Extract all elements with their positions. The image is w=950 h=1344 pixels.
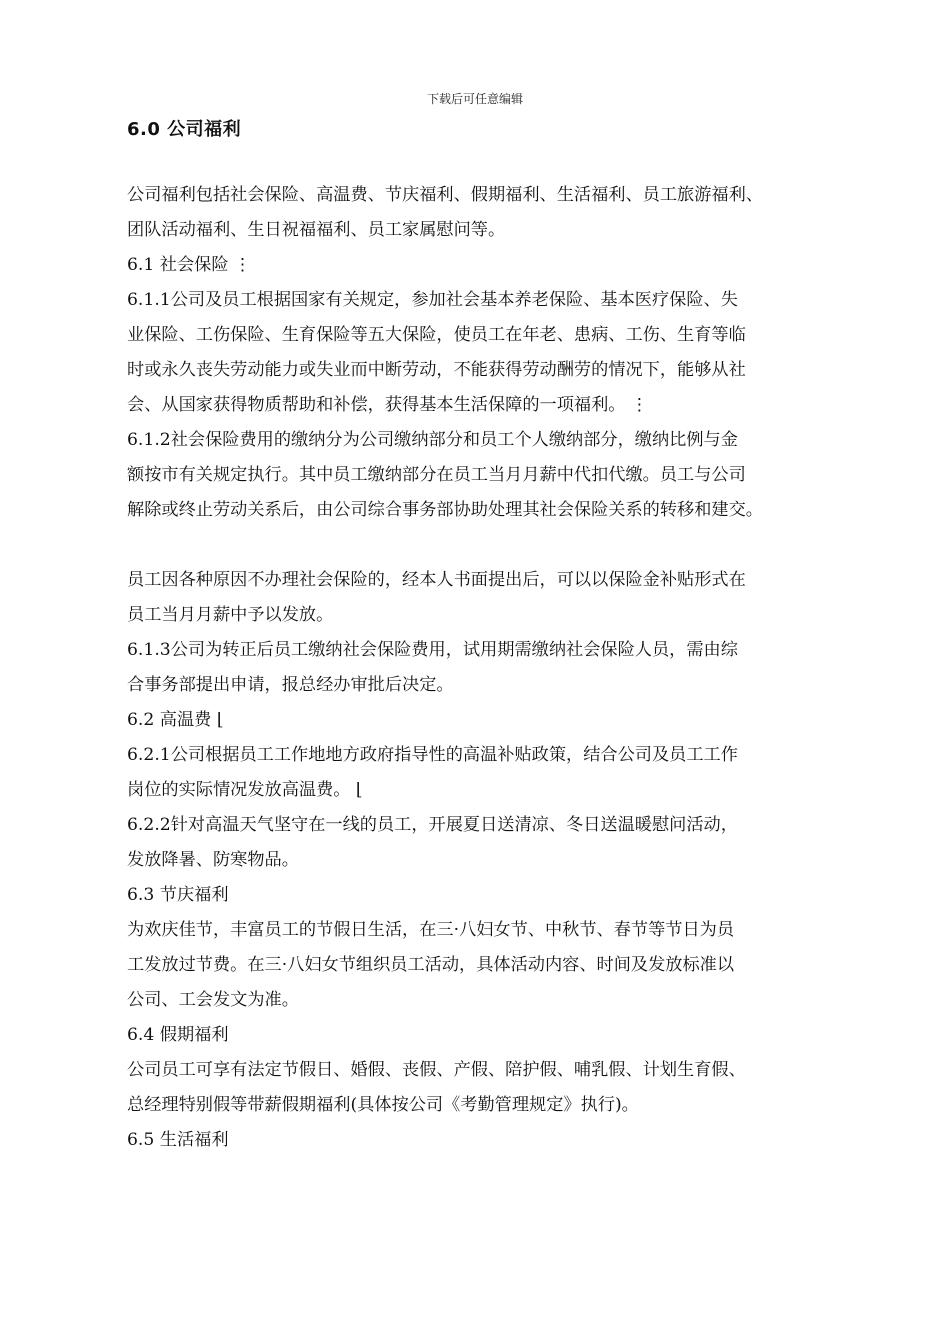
paragraph-line: 公司员工可享有法定节假日、婚假、丧假、产假、陪护假、哺乳假、计划生育假、 bbox=[127, 1060, 746, 1080]
paragraph-line: 6.2.2针对高温天气坚守在一线的员工，开展夏日送清凉、冬日送温暖慰问活动， bbox=[127, 815, 738, 835]
section-title: 6.0 公司福利 bbox=[127, 119, 242, 140]
paragraph-line: 发放降暑、防寒物品。 bbox=[127, 850, 299, 870]
paragraph-line: 岗位的实际情况发放高温费。 ⌊ bbox=[127, 780, 363, 800]
subsection-heading: 6.1 社会保险 ⋮ bbox=[127, 255, 252, 275]
paragraph-line: 员工因各种原因不办理社会保险的，经本人书面提出后，可以以保险金补贴形式在 bbox=[127, 570, 746, 590]
paragraph-line: 员工当月月薪中予以发放。 bbox=[127, 605, 334, 625]
paragraph-line: 6.1.2社会保险费用的缴纳分为公司缴纳部分和员工个人缴纳部分，缴纳比例与金 bbox=[127, 430, 738, 450]
page-header: 下载后可任意编辑 bbox=[426, 92, 523, 106]
paragraph-line: 6.1.1公司及员工根据国家有关规定，参加社会基本养老保险、基本医疗保险、失 bbox=[127, 290, 738, 310]
paragraph-line: 业保险、工伤保险、生育保险等五大保险，使员工在年老、患病、工伤、生育等临 bbox=[127, 325, 746, 345]
paragraph-line: 工发放过节费。在三·八妇女节组织员工活动，具体活动内容、时间及发放标准以 bbox=[127, 955, 735, 975]
paragraph-line: 6.2.1公司根据员工工作地地方政府指导性的高温补贴政策，结合公司及员工工作 bbox=[127, 745, 738, 765]
paragraph-line: 为欢庆佳节，丰富员工的节假日生活，在三·八妇女节、中秋节、春节等节日为员 bbox=[127, 920, 735, 940]
subsection-heading: 6.4 假期福利 bbox=[127, 1025, 229, 1045]
subsection-heading: 6.5 生活福利 bbox=[127, 1130, 229, 1150]
subsection-heading: 6.2 高温费 ⌊ bbox=[127, 710, 224, 730]
paragraph-line: 团队活动福利、生日祝福福利、员工家属慰问等。 bbox=[127, 220, 506, 240]
paragraph-line: 会、从国家获得物质帮助和补偿，获得基本生活保障的一项福利。 ⋮ bbox=[127, 395, 649, 415]
paragraph-line: 额按市有关规定执行。其中员工缴纳部分在员工当月月薪中代扣代缴。员工与公司 bbox=[127, 465, 746, 485]
subsection-heading: 6.3 节庆福利 bbox=[127, 885, 229, 905]
paragraph-line: 公司、工会发文为准。 bbox=[127, 990, 299, 1010]
paragraph-line: 解除或终止劳动关系后，由公司综合事务部协助处理其社会保险关系的转移和建交。 bbox=[127, 500, 763, 520]
paragraph-line: 时或永久丧失劳动能力或失业而中断劳动，不能获得劳动酬劳的情况下，能够从社 bbox=[127, 360, 746, 380]
paragraph-line: 合事务部提出申请，报总经办审批后决定。 bbox=[127, 675, 454, 695]
paragraph-line: 6.1.3公司为转正后员工缴纳社会保险费用，试用期需缴纳社会保险人员，需由综 bbox=[127, 640, 738, 660]
paragraph-line: 总经理特别假等带薪假期福利(具体按公司《考勤管理规定》执行)。 bbox=[127, 1095, 639, 1115]
paragraph-line: 公司福利包括社会保险、高温费、节庆福利、假期福利、生活福利、员工旅游福利、 bbox=[127, 185, 763, 205]
